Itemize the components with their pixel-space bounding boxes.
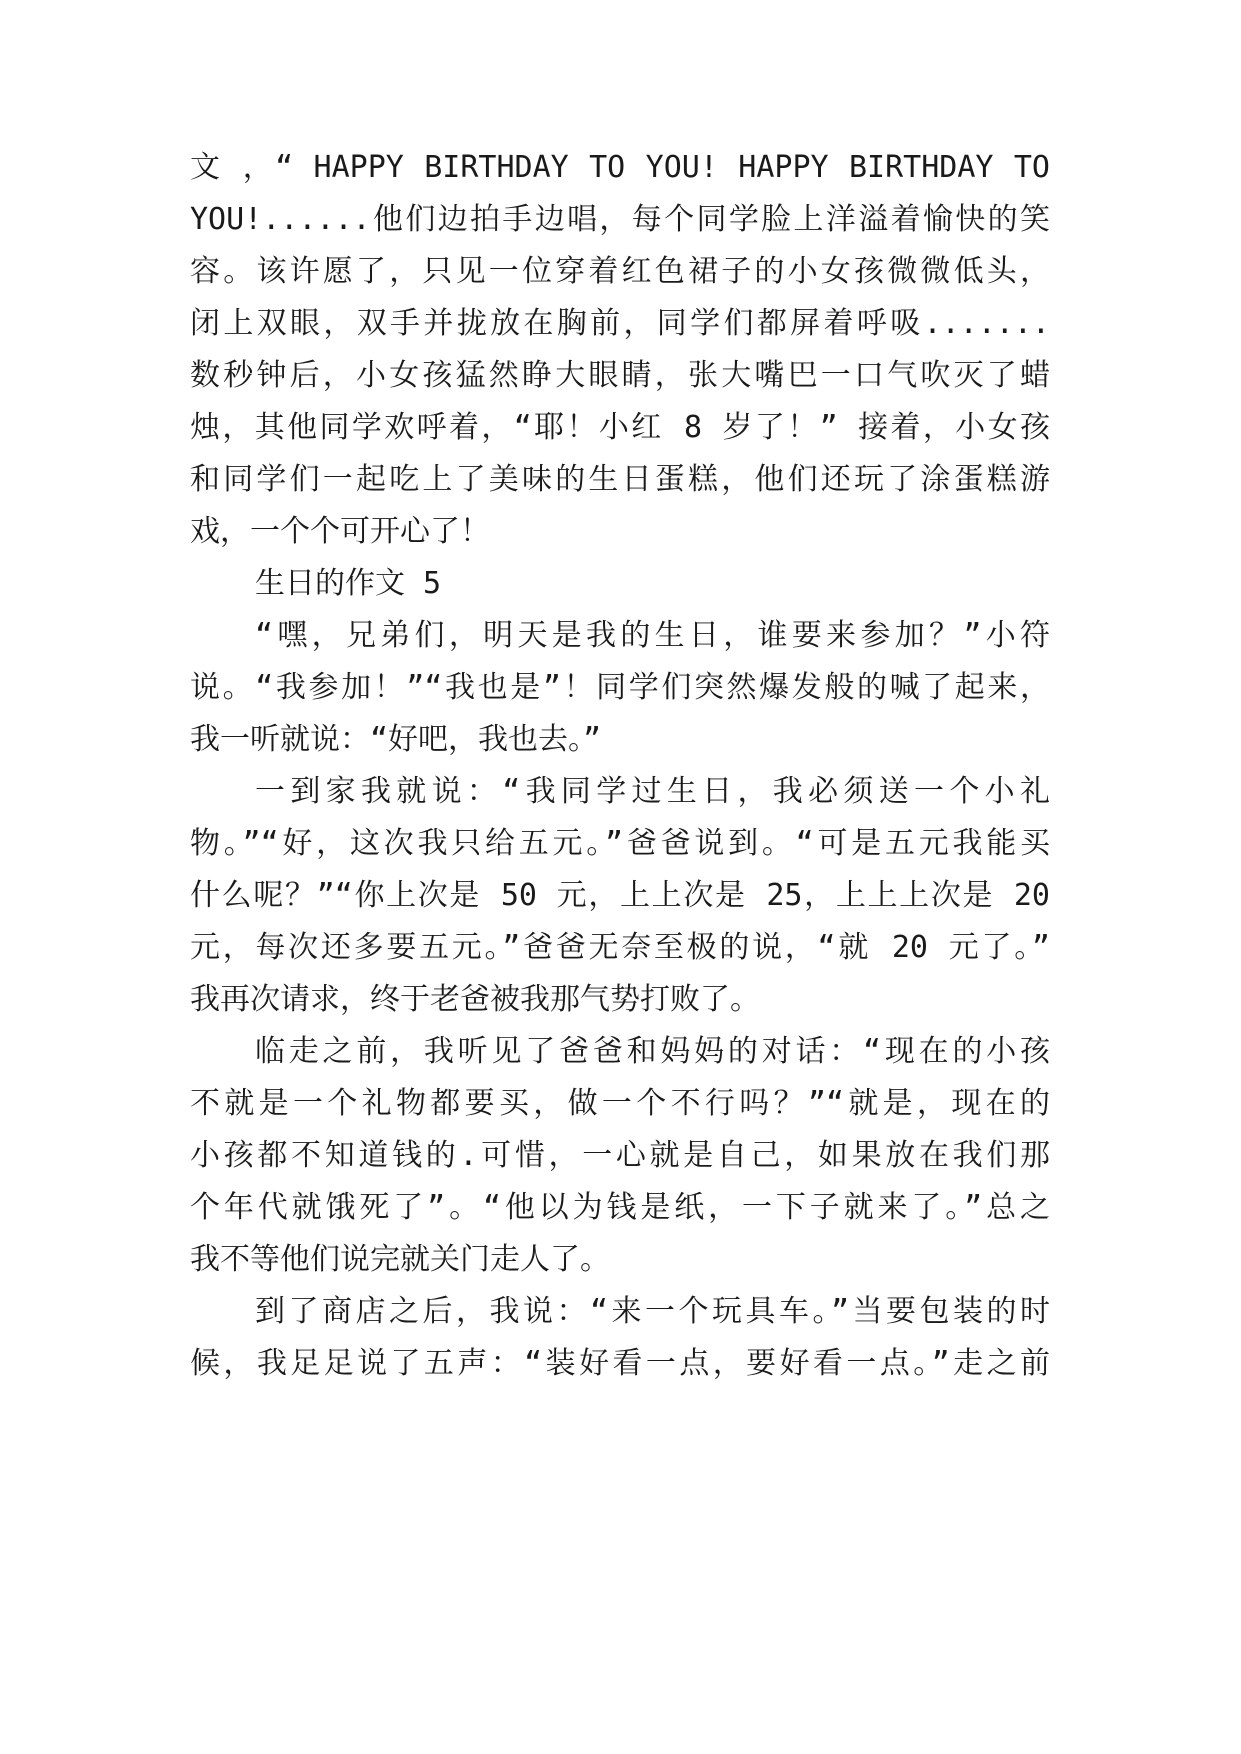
text-line: 不就是一个礼物都要买，做一个不行吗？”“就是，现在的 (190, 1086, 1050, 1121)
text-line: 我再次请求，终于老爸被我那气势打败了。 (190, 982, 760, 1017)
text-line: 我一听就说：“好吧，我也去。” (190, 722, 602, 757)
text-line: 小孩都不知道钱的.可惜，一心就是自己，如果放在我们那 (190, 1138, 1050, 1173)
text-line: 元，每次还多要五元。”爸爸无奈至极的说，“就 20 元了。” (190, 930, 1050, 965)
text-line: 烛，其他同学欢呼着，“耶！小红 8 岁了！” 接着，小女孩 (190, 410, 1050, 445)
text-line: 到了商店之后，我说：“来一个玩具车。”当要包装的时 (255, 1294, 1050, 1329)
text-line: 和同学们一起吃上了美味的生日蛋糕，他们还玩了涂蛋糕游 (190, 462, 1050, 497)
text-line: 戏，一个个可开心了！ (190, 514, 490, 549)
text-line: YOU!......他们边拍手边唱，每个同学脸上洋溢着愉快的笑 (190, 202, 1050, 237)
text-line: 我不等他们说完就关门走人了。 (190, 1242, 610, 1277)
text-line: 文 ，“ HAPPY BIRTHDAY TO YOU! HAPPY BIRTHDAY TO (190, 150, 1050, 185)
section-heading: 生日的作文 5 (255, 566, 442, 601)
text-line: 闭上双眼，双手并拢放在胸前，同学们都屏着呼吸....... (190, 306, 1050, 341)
text-line: 什么呢？”“你上次是 50 元，上上次是 25，上上上次是 20 (190, 878, 1050, 913)
text-line: 临走之前，我听见了爸爸和妈妈的对话：“现在的小孩 (255, 1034, 1050, 1069)
text-line: 个年代就饿死了”。“他以为钱是纸，一下子就来了。”总之 (190, 1190, 1050, 1225)
text-line: 物。”“好，这次我只给五元。”爸爸说到。“可是五元我能买 (190, 826, 1050, 861)
text-line: 数秒钟后，小女孩猛然睁大眼睛，张大嘴巴一口气吹灭了蜡 (190, 358, 1050, 393)
text-line: “嘿，兄弟们，明天是我的生日，谁要来参加？”小符 (255, 618, 1050, 653)
text-line: 容。该许愿了，只见一位穿着红色裙子的小女孩微微低头， (190, 254, 1050, 289)
text-line: 候，我足足说了五声：“装好看一点，要好看一点。”走之前 (190, 1346, 1050, 1381)
text-line: 一到家我就说：“我同学过生日，我必须送一个小礼 (255, 774, 1050, 809)
text-line: 说。“我参加！”“我也是”！同学们突然爆发般的喊了起来， (190, 670, 1050, 705)
